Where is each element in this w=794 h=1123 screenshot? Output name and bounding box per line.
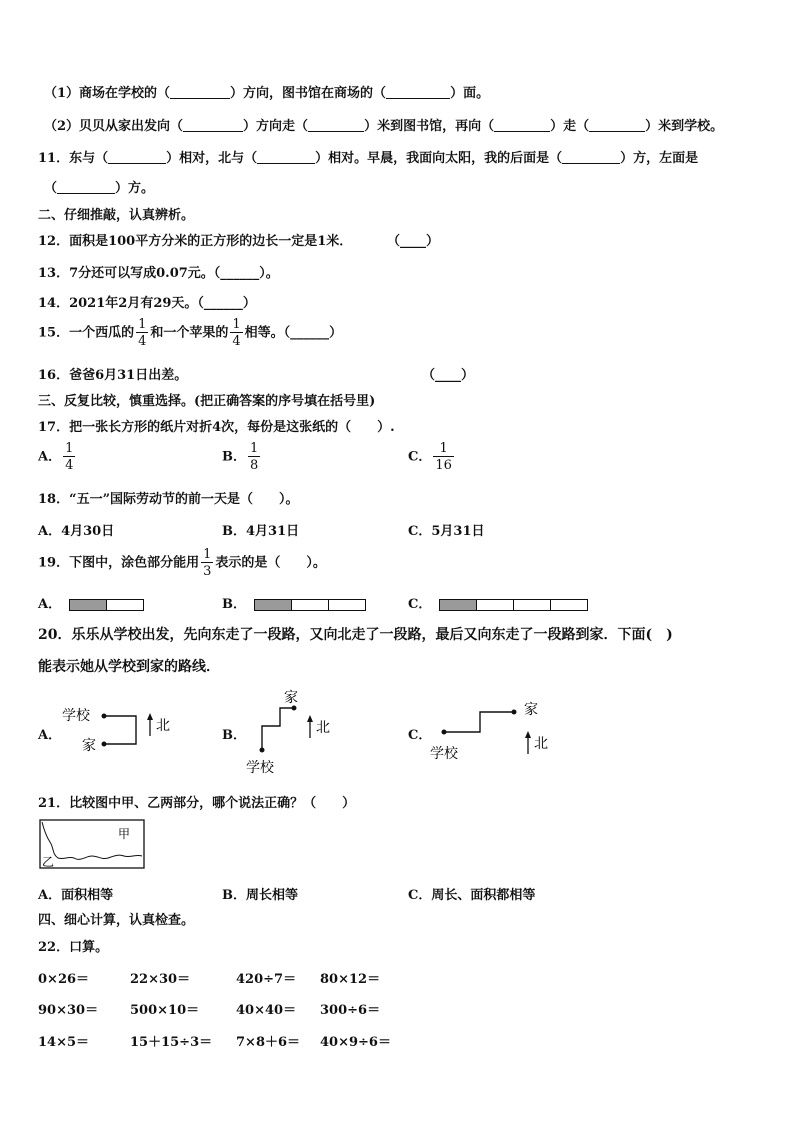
svg-text:学校: 学校: [430, 746, 458, 762]
option-a[interactable]: A．: [38, 728, 62, 743]
answer-paren[interactable]: （____）: [422, 368, 475, 383]
calc-item: 14×5＝: [38, 1035, 90, 1050]
svg-text:家: 家: [524, 702, 538, 718]
svg-text:北: 北: [156, 718, 170, 734]
svg-text:家: 家: [82, 738, 96, 754]
svg-text:北: 北: [534, 736, 548, 752]
svg-text:家: 家: [284, 690, 298, 706]
option-c[interactable]: C．: [408, 728, 432, 743]
option-b[interactable]: B． $\frac{1}{8}$: [222, 441, 259, 473]
calc-item: 300÷6＝: [320, 1003, 381, 1018]
q18: 18．“五一”国际劳动节的前一天是（ ）。: [38, 492, 299, 507]
route-diagram-c: [426, 696, 556, 766]
option-a[interactable]: A．4月30日: [38, 524, 115, 539]
option-a[interactable]: A．: [38, 593, 144, 612]
q17: 17．把一张长方形的纸片对折4次，每份是这张纸的（ ）.: [38, 420, 395, 435]
answer-paren[interactable]: （____）: [387, 234, 440, 249]
fraction: $\frac{1}{16}$: [435, 441, 452, 473]
q20-line1: 20．乐乐从学校出发，先向东走了一段路，又向北走了一段路，最后又向东走了一段路到家．下面( ): [38, 627, 673, 643]
fraction-bar: [254, 599, 366, 610]
option-a[interactable]: A．面积相等: [38, 888, 114, 903]
calc-item: 420÷7＝: [236, 972, 297, 987]
option-c[interactable]: C． $\frac{1}{16}$: [408, 441, 452, 473]
calc-item: 7×8＋6＝: [236, 1035, 301, 1050]
calc-item: 40×40＝: [236, 1003, 297, 1018]
answer-blank[interactable]: [562, 151, 620, 164]
q10-line2: （2）贝贝从家出发向（ ）方向走（ ）米到图书馆，再向（ ）走（ ）米到学校。: [44, 119, 724, 134]
answer-blank[interactable]: [108, 151, 166, 164]
option-b[interactable]: B．: [222, 593, 366, 612]
q21: 21．比较图中甲、乙两部分，哪个说法正确？（ ）: [38, 796, 356, 811]
option-b[interactable]: B．周长相等: [222, 888, 298, 903]
q19: 19．下图中，涂色部分能用 $\frac{1}{3}$ 表示的是（ ）。: [38, 547, 326, 579]
q14: 14．2021年2月有29天。（______）: [38, 296, 256, 311]
calc-item: 90×30＝: [38, 1003, 99, 1018]
calc-item: 0×26＝: [38, 972, 90, 987]
answer-blank[interactable]: [170, 86, 230, 99]
section-heading: 三、反复比较，慎重选择。(把正确答案的序号填在括号里): [38, 394, 376, 409]
section-heading: 二、仔细推敲，认真辨析。: [38, 208, 195, 223]
option-a[interactable]: A． $\frac{1}{4}$: [38, 441, 74, 473]
calc-item: 22×30＝: [130, 972, 191, 987]
fraction: $\frac{1}{4}$: [65, 441, 74, 473]
q12: 12．面积是100平方分米的正方形的边长一定是1米．: [38, 234, 353, 249]
q11-line2: （ ）方。: [44, 181, 155, 196]
route-diagram-a: [58, 700, 188, 760]
q20-line2: 能表示她从学校到家的路线．: [38, 659, 220, 675]
answer-blank[interactable]: [57, 181, 115, 194]
svg-text:乙: 乙: [42, 855, 55, 869]
q13: 13．7分还可以写成0.07元。（______）。: [38, 266, 279, 281]
fraction-bar: [439, 599, 588, 610]
fraction: $\frac{1}{4}$: [138, 317, 147, 349]
answer-blank[interactable]: [494, 119, 550, 132]
fraction: $\frac{1}{3}$: [203, 547, 212, 579]
svg-text:学校: 学校: [246, 760, 274, 776]
option-c[interactable]: C．5月31日: [408, 524, 485, 539]
q15: 15．一个西瓜的 $\frac{1}{4}$ 和一个苹果的 $\frac{1}{4}$ 相等。（______）: [38, 317, 343, 349]
svg-text:甲: 甲: [118, 827, 131, 841]
q16: 16．爸爸6月31日出差。: [38, 368, 188, 383]
calc-item: 15＋15÷3＝: [130, 1035, 213, 1050]
svg-text:北: 北: [316, 720, 330, 736]
answer-blank[interactable]: [589, 119, 645, 132]
option-b[interactable]: B．: [222, 728, 246, 743]
svg-text:学校: 学校: [62, 708, 90, 724]
answer-blank[interactable]: [386, 86, 450, 99]
q10-line1: （1）商场在学校的（ ）方向，图书馆在商场的（ ）面。: [44, 86, 490, 101]
route-diagram-b: [238, 684, 348, 779]
region-figure: [36, 816, 148, 872]
answer-blank[interactable]: [257, 151, 315, 164]
option-c[interactable]: C．: [408, 593, 588, 612]
option-b[interactable]: B．4月31日: [222, 524, 300, 539]
calc-item: 80×12＝: [320, 972, 381, 987]
calc-item: 500×10＝: [130, 1003, 200, 1018]
q11-line1: 11．东与（ ）相对，北与（ ）相对。早晨，我面向太阳，我的后面是（ ）方，左面是: [38, 151, 699, 166]
answer-blank[interactable]: [183, 119, 243, 132]
fraction: $\frac{1}{4}$: [232, 317, 241, 349]
answer-blank[interactable]: [308, 119, 364, 132]
q22-title: 22．口算。: [38, 940, 109, 955]
option-c[interactable]: C．周长、面积都相等: [408, 888, 536, 903]
calc-item: 40×9÷6＝: [320, 1035, 391, 1050]
fraction: $\frac{1}{8}$: [250, 441, 259, 473]
fraction-bar: [69, 599, 144, 610]
section-heading: 四、细心计算，认真检查。: [38, 913, 195, 928]
